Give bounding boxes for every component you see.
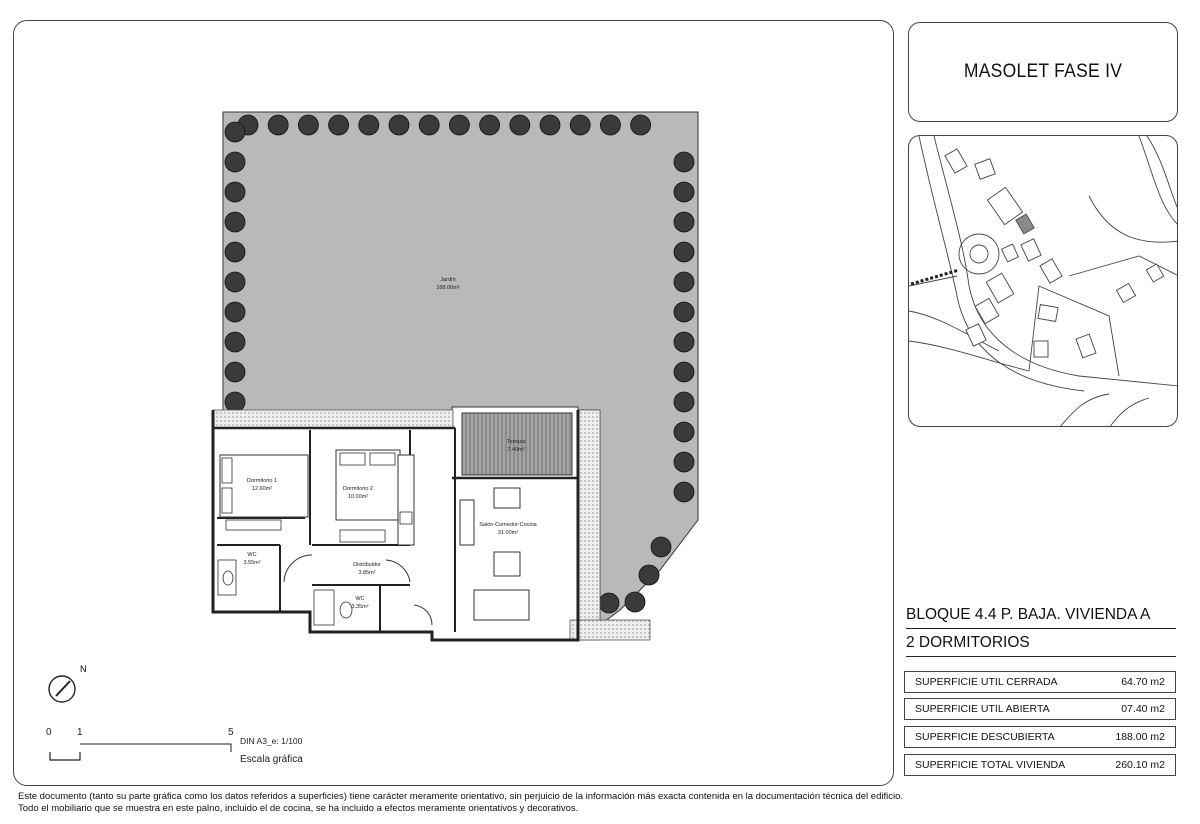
tree-icon	[674, 272, 694, 292]
area-label: SUPERFICIE UTIL ABIERTA	[915, 703, 1050, 715]
label-dormitorio2-name: Dormitorio 2	[343, 486, 373, 492]
project-title: MASOLET FASE IV	[963, 61, 1123, 82]
garden-area	[223, 112, 698, 625]
scale-din-label: DIN A3_e: 1/100	[240, 736, 303, 746]
scale-caption: Escala gráfica	[240, 754, 303, 765]
label-terraza-name: Terraza	[506, 439, 526, 445]
unit-subtitle: 2 DORMITORIOS	[906, 634, 1030, 651]
tree-icon	[225, 272, 245, 292]
unit-title: BLOQUE 4.4 P. BAJA. VIVIENDA A	[906, 606, 1151, 623]
project-title-box	[908, 22, 1178, 122]
scale-bar	[46, 727, 303, 765]
tree-icon	[674, 332, 694, 352]
north-compass-icon	[49, 664, 87, 702]
label-jardin-area: 188.00m²	[436, 285, 460, 291]
tree-icon	[674, 302, 694, 322]
area-value: 188.00 m2	[1115, 731, 1165, 743]
tree-icon	[225, 182, 245, 202]
tree-icon	[298, 115, 318, 135]
tree-icon	[480, 115, 500, 135]
area-row	[904, 698, 1176, 720]
paved-strip-bottom	[570, 620, 650, 640]
area-label: SUPERFICIE DESCUBIERTA	[915, 731, 1055, 743]
tree-icon	[225, 362, 245, 382]
tree-icon	[225, 332, 245, 352]
tree-icon	[674, 482, 694, 502]
tree-icon	[225, 392, 245, 412]
label-wc1-name: WC	[247, 552, 257, 558]
unit-divider-1	[906, 628, 1176, 629]
label-distribuidor-name: Distribuidor	[353, 562, 381, 568]
tree-icon	[419, 115, 439, 135]
tree-icon	[449, 115, 469, 135]
location-map-drawing	[909, 136, 1178, 427]
label-dormitorio1-name: Dormitorio 1	[247, 478, 277, 484]
scale-tick-5: 5	[228, 727, 234, 738]
label-dormitorio2-area: 10.00m²	[347, 494, 369, 500]
tree-icon	[674, 242, 694, 262]
tree-icon	[674, 422, 694, 442]
area-label: SUPERFICIE TOTAL VIVIENDA	[915, 759, 1066, 771]
dining-table	[494, 488, 520, 508]
area-row	[904, 754, 1176, 776]
tree-icon	[651, 537, 671, 557]
tree-icon	[674, 182, 694, 202]
tree-icon	[329, 115, 349, 135]
tree-icon	[225, 152, 245, 172]
location-map	[908, 135, 1178, 427]
label-salon-name: Salón-Comedor-Cocina	[479, 522, 537, 528]
unit-divider-2	[906, 656, 1176, 657]
tree-icon	[600, 115, 620, 135]
tree-icon	[225, 242, 245, 262]
tree-icon	[225, 122, 245, 142]
paved-strip-top	[213, 410, 453, 428]
scale-tick-0: 0	[46, 727, 52, 738]
area-value: 64.70 m2	[1121, 676, 1165, 688]
tree-icon	[674, 392, 694, 412]
scale-tick-1: 1	[77, 727, 83, 738]
label-jardin-name: Jardín	[440, 277, 456, 283]
label-wc2-area: 3.35m²	[351, 604, 369, 610]
area-label: SUPERFICIE UTIL CERRADA	[915, 676, 1058, 688]
label-distribuidor-area: 3.85m²	[358, 570, 376, 576]
tree-icon	[674, 362, 694, 382]
shower-2	[314, 590, 334, 625]
disclaimer-line-2: Todo el mobiliario que se muestra en este palno, incluido el de cocina, se ha incluido a efectos meramente orientativos y decorativos.	[18, 803, 579, 814]
paved-strip-right	[578, 410, 600, 640]
tree-icon	[639, 565, 659, 585]
area-value: 260.10 m2	[1115, 759, 1165, 771]
dining-set	[474, 590, 529, 620]
tree-icon	[599, 593, 619, 613]
label-terraza-area: 7.40m²	[507, 447, 525, 453]
tree-icon	[625, 592, 645, 612]
area-value: 07.40 m2	[1121, 703, 1165, 715]
sofa	[460, 500, 474, 545]
label-wc2-name: WC	[355, 596, 365, 602]
disclaimer	[18, 791, 903, 815]
tree-icon	[510, 115, 530, 135]
tree-icon	[540, 115, 560, 135]
tree-icon	[389, 115, 409, 135]
tree-icon	[570, 115, 590, 135]
highlighted-block	[1016, 214, 1034, 234]
area-row	[904, 726, 1176, 748]
tree-icon	[225, 302, 245, 322]
tree-icon	[359, 115, 379, 135]
tree-icon	[631, 115, 651, 135]
tree-icon	[674, 212, 694, 232]
tree-icon	[674, 452, 694, 472]
area-row	[904, 671, 1176, 693]
kitchen-counter	[398, 455, 414, 545]
label-wc1-area: 3.55m²	[243, 560, 261, 566]
tree-icon	[268, 115, 288, 135]
tree-icon	[225, 212, 245, 232]
label-salon-area: 31.00m²	[497, 530, 519, 536]
disclaimer-line-1: Este documento (tanto su parte gráfica como los datos referidos a superficies) tiene carácter meramente orientativo, sin perjuicio de la información más exacta contenida en la documentación técnica del edificio.	[18, 791, 904, 802]
tree-icon	[674, 152, 694, 172]
label-dormitorio1-area: 12.60m²	[251, 486, 273, 492]
north-label: N	[80, 664, 87, 674]
